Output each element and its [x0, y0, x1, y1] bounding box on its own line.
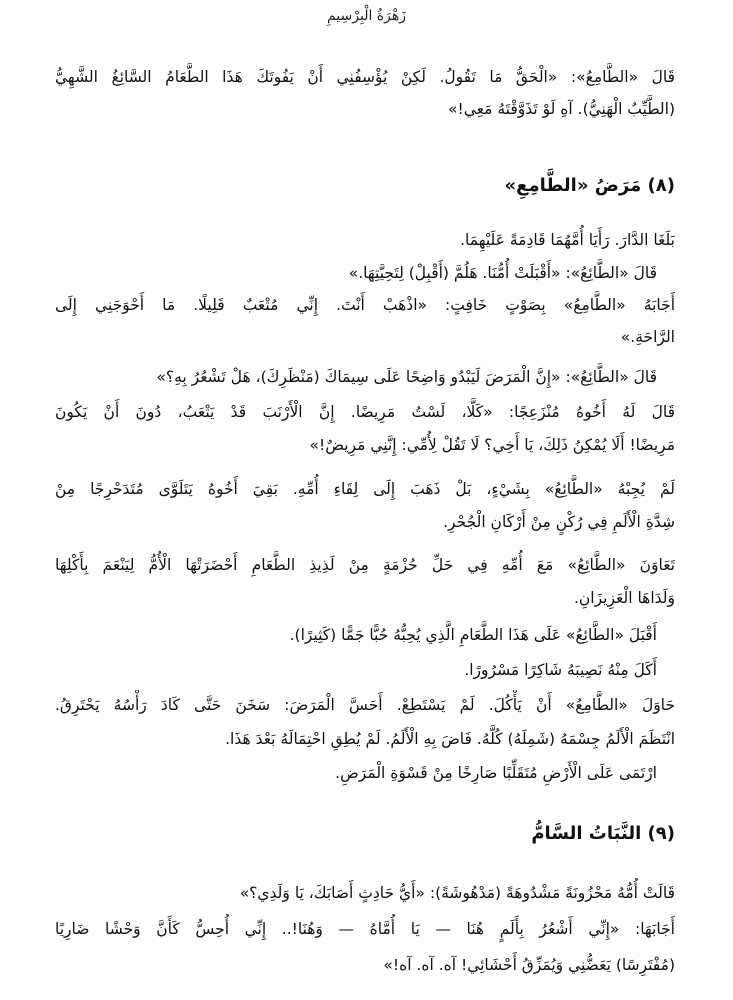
running-head: زَهْرَةُ الْبِرْسِيمِ — [326, 8, 407, 24]
text-line: قَالَ «الطَّائِعُ»: «أَقْبَلَتْ أُمُّنَا. هَلُمَّ (أَقْبِلْ) لِتَحِيَّتِهَا.» — [348, 264, 657, 282]
text-line: شِدَّةِ الْأَلَمِ فِي رُكْنٍ مِنْ أَرْكَانِ الْجُحْرِ. — [443, 513, 675, 531]
text-line: ارْتَمَى عَلَى الْأَرْضِ مُتَقَلِّبًا صَارِخًا مِنْ قَسْوَةِ الْمَرَضِ. — [335, 764, 657, 782]
text-line: الرَّاحَةِ.» — [620, 328, 675, 346]
section-heading-9: (٩) النَّبَاتُ السَّامُّ — [531, 823, 675, 844]
text-line: أَجَابَهَا: «إِنِّي أَشْعُرُ بِأَلَمٍ هُنَا — يَا أُمَّاهُ — وَهُنَا!.. إِنِّي أُحِسُّ كَأَنَّ وَحْشًا ضَارِيًا — [55, 920, 675, 938]
text-line: قَالَ لَهُ أَخُوهُ مُنْزَعِجًا: «كَلَّا، لَسْتُ مَرِيضًا. إِنَّ الْأَرْنَبَ قَدْ يَتْعَبُ، دُونَ أَنْ يَكُونَ — [55, 403, 675, 421]
text-line: انْتَظَمَ الْأَلَمُ جِسْمَهُ (شَمِلَهُ) كُلَّهُ. فَاضَ بِهِ الْأَلَمُ. لَمْ يُطِقِ احْتِمَالَهُ بَعْدَ هَذَا. — [225, 730, 675, 748]
text-line: (الطَّيِّبُ الْهَنِيُّ). آهِ لَوْ تَذَوَّقْتَهُ مَعِي!» — [448, 100, 675, 118]
section-heading-8: (٨) مَرَضُ «الطَّامِعِ» — [504, 175, 675, 196]
text-line: لَمْ يُجِبْهُ «الطَّائِعُ» بِشَيْءٍ، بَلْ ذَهَبَ إِلَى لِقَاءِ أُمِّهِ. بَقِيَ أَخُوهُ يَتَلَوَّى مُتَدَحْرِجًا مِنْ — [55, 480, 675, 498]
text-line: تَعَاوَنَ «الطَّائِعُ» مَعَ أُمِّهِ فِي حَلِّ حُزْمَةٍ مِنْ لَذِيذِ الطَّعَامِ أَحْضَرَتْهَا الْأُمُّ لِيَنْعَمَ بِأَكْلِهَا — [55, 556, 675, 574]
text-line: مَرِيضًا! أَلَا يُمْكِنُ ذَلِكَ، يَا أَخِي؟ لَا تَقُلْ لِأُمِّي: إِنَّنِي مَرِيضٌ!» — [309, 436, 675, 454]
text-line: أَجَابَهُ «الطَّامِعُ» بِصَوْتٍ خَافِتٍ: «اذْهَبْ أَنْتَ. إِنِّي مُتْعَبٌ قَلِيلًا. مَا أَحْوَجَنِي إِلَى — [55, 296, 675, 314]
text-line: أَكَلَ مِنْهُ نَصِيبَهُ شَاكِرًا مَسْرُورًا. — [464, 661, 657, 679]
text-line: أَقْبَلَ «الطَّائِعُ» عَلَى هَذَا الطَّعَامِ الَّذِي يُحِبُّهُ حُبًّا جَمًّا (كَثِيرًا). — [289, 626, 657, 644]
text-line: وَلَدَاهَا الْعَزِيزَانِ. — [573, 589, 675, 607]
text-line: قَالَتْ أُمُّهُ مَحْزُونَةً مَشْدُوهَةً (مَدْهُوشَةً): «أَيُّ حَادِثٍ أَصَابَكَ، يَا وَلَدِي؟» — [239, 884, 675, 902]
text-line: بَلَغَا الدَّارَ. رَأَيَا أُمَّهُمَا قَادِمَةً عَلَيْهِمَا. — [460, 231, 675, 249]
text-line: (مُفْتَرِسًا) يَعَضُّنِي وَيُمَزِّقُ أَحْشَائِي! آه. آه. آه!» — [383, 956, 675, 974]
text-line: قَالَ «الطَّائِعُ»: «إِنَّ الْمَرَضَ لَيَبْدُو وَاضِحًا عَلَى سِيمَاكَ (مَنْظَرِكَ)، هَلْ تَشْعُرُ بِهِ؟» — [156, 368, 657, 386]
text-line: حَاوَلَ «الطَّامِعُ» أَنْ يَأْكُلَ. لَمْ يَسْتَطِعْ. أَحَسَّ الْمَرَضَ: سَخَنَ حَتَّى كَادَ رَأْسُهُ يَحْتَرِقُ. — [55, 696, 675, 714]
text-line: قَالَ «الطَّامِعُ»: «الْحَقُّ مَا تَقُولُ. لَكِنْ يُؤْسِفُنِي أَنْ يَفُوتَكَ هَذَا الطَّعَامُ السَّائِغُ الشَّهِيُّ — [55, 68, 675, 86]
